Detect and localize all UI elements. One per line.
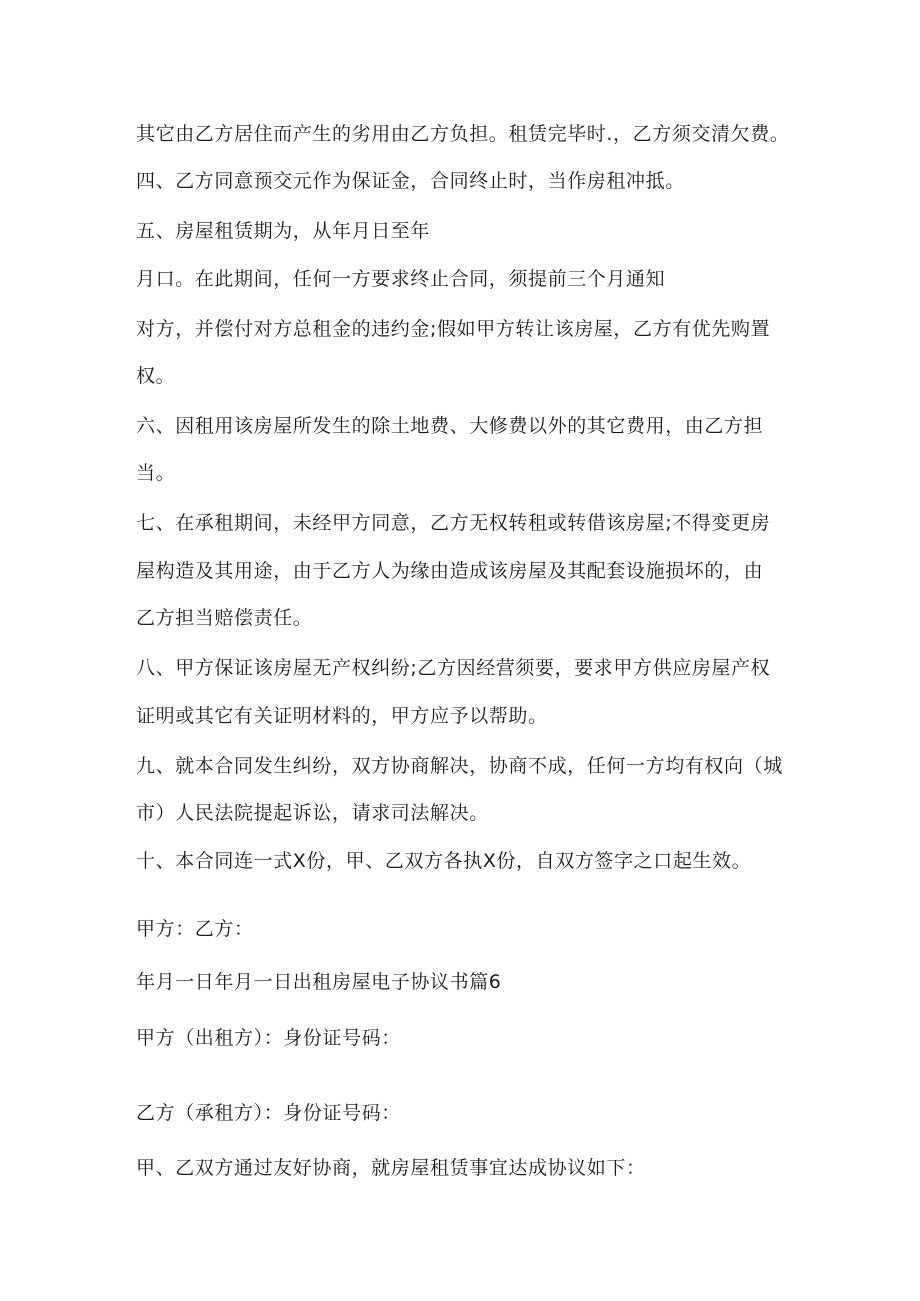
text-line: 证明或其它有关证明材料的，甲方应予以帮助。 [136, 705, 548, 727]
text-line: 甲、乙双方通过友好协商，就房屋租赁事宜达成协议如下： [136, 1157, 646, 1179]
text-line: 乙方担当赔偿责任。 [136, 607, 313, 629]
text-line: 六、因租用该房屋所发生的除土地费、大修费以外的其它费用，由乙方担 [136, 415, 764, 437]
text-line: 十、本合同连一式X份，甲、乙双方各执X份，自双方签字之口起生效。 [136, 850, 752, 872]
text-line: 其它由乙方居住而产生的劣用由乙方负担。租赁完毕时.，乙方须交清欠费。 [136, 123, 790, 145]
text-line: 甲方（出租方）：身份证号码： [136, 1027, 401, 1049]
text-line: 八、甲方保证该房屋无产权纠纷;乙方因经营须要，要求甲方供应房屋产权 [136, 657, 771, 679]
text-line: 七、在承租期间，未经甲方同意，乙方无权转租或转借该房屋;不得变更房 [136, 512, 771, 534]
text-line: 四、乙方同意预交元作为保证金，合同终止时，当作房租冲抵。 [136, 170, 685, 192]
text-line: 乙方（承租方）：身份证号码： [136, 1102, 401, 1124]
text-line: 月口。在此期间，任何一方要求终止合同，须提前三个月通知 [136, 268, 666, 290]
text-line: 五、房屋租赁期为，从年月日至年 [136, 220, 431, 242]
signature-line: 甲方：乙方： [136, 918, 254, 940]
text-line: 九、就本合同发生纠纷，双方协商解决，协商不成，任何一方均有权向（城 [136, 755, 783, 777]
text-line: 市）人民法院提起诉讼，请求司法解决。 [136, 802, 489, 824]
section-heading: 年月一日年月一日出租房屋电子协议书篇6 [136, 971, 502, 993]
text-line: 对方，并偿付对方总租金的违约金;假如甲方转让该房屋，乙方有优先购置 [136, 318, 771, 340]
text-line: 屋构造及其用途，由于乙方人为缘由造成该房屋及其配套设施损坏的，由 [136, 560, 764, 582]
text-line: 权。 [136, 365, 176, 387]
text-line: 当。 [136, 462, 176, 484]
